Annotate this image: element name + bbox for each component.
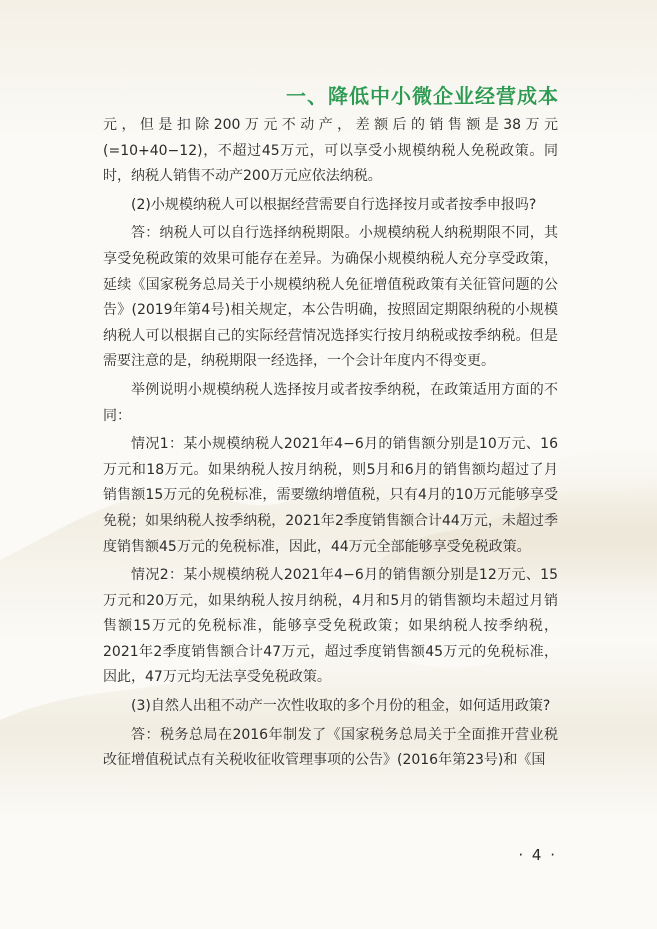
paragraph-continuation: 元，但是扣除200万元不动产，差额后的销售额是38万元(=10+40−12)，不超过45万元，可以享受小规模纳税人免税政策。同时，纳税人销售不动产200万元应依法纳税。	[103, 117, 558, 185]
answer-2: 答：纳税人可以自行选择纳税期限。小规模纳税人纳税期限不同，其享受免税政策的效果可能存在差异。为确保小规模纳税人充分享受政策，延续《国家税务总局关于小规模纳税人免征增值税政策有关征管问题的公告》(2019年第4号)相关规定，本公告明确，按照固定期限纳税的小规模纳税人可以根据自己的实际经营情况选择实行按月纳税或按季纳税。但是需要注意的是，纳税期限一经选择，一个会计年度内不得变更。	[103, 225, 558, 370]
section-title: 一、降低中小微企业经营成本	[286, 84, 559, 108]
page-number: · 4 ·	[518, 846, 557, 864]
answer-3: 答：税务总局在2016年制发了《国家税务总局关于全面推开营业税改征增值税试点有关税收征收管理事项的公告》(2016年第23号)和《国	[103, 726, 558, 769]
case-1: 情况1：某小规模纳税人2021年4−6月的销售额分别是10万元、16万元和18万元。如果纳税人按月纳税，则5月和6月的销售额均超过了月销售额15万元的免税标准，需要缴纳增值税，只有4月的10万元能够享受免税；如果纳税人按季纳税，2021年2季度销售额合计44万元，未超过季度销售额45万元的免税标准，因此，44万元全部能够享受免税政策。	[103, 436, 558, 555]
example-intro: 举例说明小规模纳税人选择按月或者按季纳税，在政策适用方面的不同：	[103, 381, 558, 424]
question-2: (2)小规模纳税人可以根据经营需要自行选择按月或者按季申报吗?	[131, 196, 537, 213]
body-text	[103, 113, 558, 777]
case-2: 情况2：某小规模纳税人2021年4−6月的销售额分别是12万元、15万元和20万元，如果纳税人按月纳税，4月和5月的销售额均未超过月销售额15万元的免税标准，能够享受免税政策；如果纳税人按季纳税，2021年2季度销售额合计47万元，超过季度销售额45万元的免税标准，因此，47万元均无法享受免税政策。	[103, 567, 558, 686]
question-3: (3)自然人出租不动产一次性收取的多个月份的租金，如何适用政策?	[131, 698, 551, 715]
